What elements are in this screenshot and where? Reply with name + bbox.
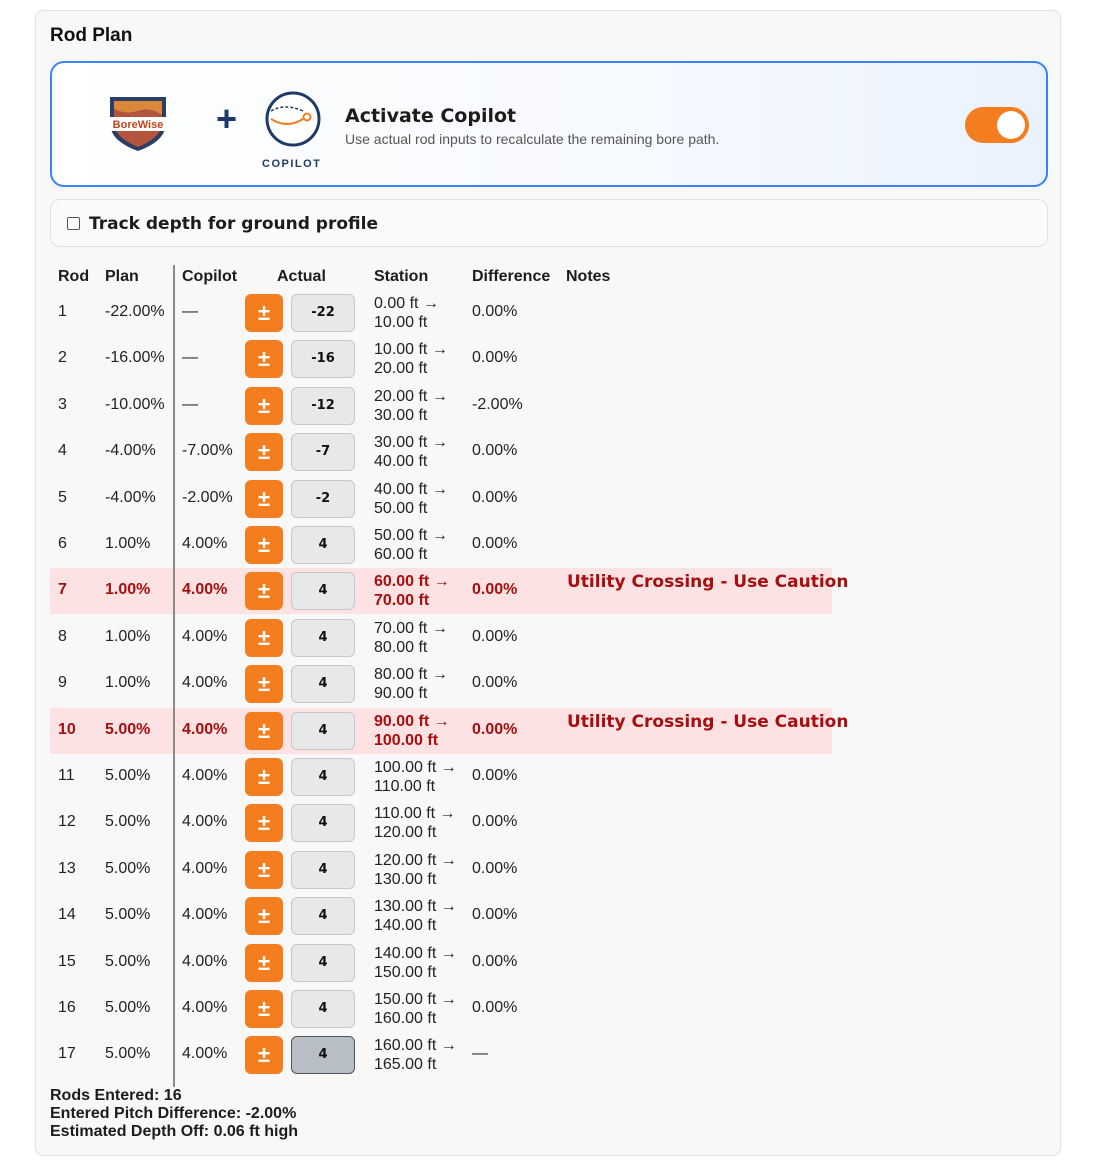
actual-pitch-input[interactable]: -16: [291, 340, 355, 378]
actual-pitch-input[interactable]: 4: [291, 897, 355, 935]
plan-pitch: 5.00%: [105, 767, 151, 784]
plus-minus-button[interactable]: ±: [245, 804, 283, 842]
plan-pitch: 5.00%: [105, 1045, 151, 1062]
actual-pitch-input[interactable]: 4: [291, 851, 355, 889]
station-range: [374, 897, 457, 935]
plan-pitch: 5.00%: [105, 999, 151, 1016]
rod-number: 15: [58, 953, 76, 970]
rod-number: 1: [58, 303, 67, 320]
plus-minus-button[interactable]: ±: [245, 758, 283, 796]
station-to: 160.00 ft: [374, 1010, 437, 1027]
table-row: [50, 383, 832, 429]
copilot-pitch: -2.00%: [182, 489, 233, 506]
table-row: [50, 800, 832, 846]
plan-pitch: 1.00%: [105, 581, 151, 598]
copilot-logo-text: COPILOT: [262, 158, 322, 170]
station-to: 100.00 ft: [374, 732, 439, 749]
station-from: 50.00 ft →: [374, 527, 448, 544]
plus-minus-button[interactable]: ±: [245, 990, 283, 1028]
copilot-pitch: 4.00%: [182, 1045, 228, 1062]
station-range: [374, 1036, 457, 1074]
actual-pitch-input[interactable]: 4: [291, 572, 355, 610]
rod-number: 14: [58, 906, 76, 923]
plus-minus-button[interactable]: ±: [245, 1036, 283, 1074]
actual-pitch-input[interactable]: 4: [291, 619, 355, 657]
borewise-logo: [106, 93, 170, 153]
plan-pitch: -10.00%: [105, 396, 165, 413]
table-row: [50, 1032, 832, 1078]
station-from: 40.00 ft →: [374, 481, 448, 498]
actual-pitch-input[interactable]: 4: [291, 1036, 355, 1074]
station-from: 100.00 ft →: [374, 759, 457, 776]
copilot-pitch: 4.00%: [182, 953, 228, 970]
actual-pitch-input[interactable]: -7: [291, 433, 355, 471]
rod-number: 10: [58, 721, 76, 738]
table-row: [50, 522, 832, 568]
station-range: [374, 665, 448, 703]
table-row: [50, 290, 832, 336]
copilot-pitch: 4.00%: [182, 767, 228, 784]
plus-minus-button[interactable]: ±: [245, 665, 283, 703]
plan-pitch: -4.00%: [105, 442, 156, 459]
pitch-difference: 0.00%: [472, 628, 518, 645]
plan-pitch: 5.00%: [105, 813, 151, 830]
plus-minus-button[interactable]: ±: [245, 340, 283, 378]
copilot-pitch: —: [182, 349, 198, 366]
header-notes: Notes: [566, 268, 611, 285]
pitch-difference: 0.00%: [472, 442, 518, 459]
table-row: [50, 476, 832, 522]
header-actual: Actual: [277, 268, 326, 285]
summary: [50, 1087, 298, 1141]
plus-minus-button[interactable]: ±: [245, 387, 283, 425]
pitch-difference: -2.00%: [472, 396, 523, 413]
header-station: Station: [374, 268, 429, 285]
plan-pitch: 1.00%: [105, 628, 151, 645]
station-range: [374, 804, 456, 842]
rod-number: 17: [58, 1045, 76, 1062]
station-from: 150.00 ft →: [374, 991, 457, 1008]
rod-number: 9: [58, 674, 67, 691]
pitch-difference: 0.00%: [472, 674, 518, 691]
plus-minus-button[interactable]: ±: [245, 897, 283, 935]
copilot-pitch: —: [182, 303, 198, 320]
station-from: 0.00 ft →: [374, 295, 439, 312]
copilot-pitch: 4.00%: [182, 860, 228, 877]
plus-minus-button[interactable]: ±: [245, 572, 283, 610]
pitch-difference: 0.00%: [472, 767, 518, 784]
rods-entered: Rods Entered: 16: [50, 1087, 182, 1104]
station-range: [374, 990, 457, 1028]
station-range: [374, 526, 448, 564]
station-range: [374, 433, 448, 471]
station-to: 50.00 ft: [374, 500, 428, 517]
station-to: 90.00 ft: [374, 685, 428, 702]
plan-pitch: 1.00%: [105, 535, 151, 552]
pitch-difference: 0.00%: [472, 581, 518, 598]
station-from: 110.00 ft →: [374, 805, 456, 822]
pitch-difference: 0.00%: [472, 303, 518, 320]
plus-minus-button[interactable]: ±: [245, 526, 283, 564]
station-range: [374, 387, 448, 425]
borewise-logo-text: BoreWise: [112, 119, 164, 131]
table-row: [50, 940, 832, 986]
station-from: 120.00 ft →: [374, 852, 457, 869]
station-to: 80.00 ft: [374, 639, 428, 656]
table-row: [50, 893, 832, 939]
plus-minus-button[interactable]: ±: [245, 480, 283, 518]
pitch-difference: 0.00%: [472, 489, 518, 506]
panel-title: Rod Plan: [50, 25, 133, 46]
plan-pitch: -16.00%: [105, 349, 165, 366]
station-to: 140.00 ft: [374, 917, 437, 934]
row-note: Utility Crossing - Use Caution: [567, 572, 849, 592]
actual-pitch-input[interactable]: 4: [291, 712, 355, 750]
station-to: 165.00 ft: [374, 1056, 437, 1073]
row-note: Utility Crossing - Use Caution: [567, 712, 849, 732]
actual-pitch-input[interactable]: 4: [291, 944, 355, 982]
activate-copilot-title: Activate Copilot: [345, 105, 517, 127]
copilot-pitch: 4.00%: [182, 999, 228, 1016]
station-to: 40.00 ft: [374, 453, 428, 470]
depth-off: Estimated Depth Off: 0.06 ft high: [50, 1123, 299, 1140]
station-from: 30.00 ft →: [374, 434, 448, 451]
station-from: 70.00 ft →: [374, 620, 448, 637]
station-to: 110.00 ft: [374, 778, 436, 795]
rod-number: 3: [58, 396, 67, 413]
track-depth-checkbox[interactable]: [67, 217, 80, 230]
header-difference: Difference: [472, 268, 551, 285]
copilot-pitch: 4.00%: [182, 535, 228, 552]
station-from: 140.00 ft →: [374, 945, 457, 962]
pitch-difference: 0.00%: [472, 813, 518, 830]
pitch-difference: —: [472, 1045, 488, 1062]
header-plan: Plan: [105, 268, 139, 285]
station-range: [374, 851, 457, 889]
station-from: 160.00 ft →: [374, 1037, 457, 1054]
rod-number: 2: [58, 349, 67, 366]
plus-minus-button[interactable]: ±: [245, 433, 283, 471]
copilot-pitch: —: [182, 396, 198, 413]
station-range: [374, 572, 450, 610]
copilot-pitch: 4.00%: [182, 674, 228, 691]
table-row-highlighted: [50, 568, 849, 614]
actual-pitch-input[interactable]: 4: [291, 526, 355, 564]
rod-number: 11: [58, 767, 75, 784]
activate-copilot-description: Use actual rod inputs to recalculate the remaining bore path.: [345, 131, 720, 147]
table-row: [50, 661, 832, 707]
pitch-difference: Entered Pitch Difference: -2.00%: [50, 1105, 297, 1122]
plan-pitch: 5.00%: [105, 721, 151, 738]
table-row-highlighted: [50, 708, 849, 754]
station-range: [374, 294, 439, 332]
station-from: 60.00 ft →: [374, 573, 450, 590]
actual-pitch-input[interactable]: 4: [291, 804, 355, 842]
copilot-logo-icon: [263, 89, 323, 149]
actual-pitch-input[interactable]: -2: [291, 480, 355, 518]
station-from: 10.00 ft →: [374, 341, 448, 358]
plan-pitch: 5.00%: [105, 953, 151, 970]
station-range: [374, 480, 448, 518]
pitch-difference: 0.00%: [472, 535, 518, 552]
track-depth-box: [50, 199, 1048, 247]
station-range: [374, 340, 448, 378]
header-rod: Rod: [58, 268, 90, 285]
table-row: [50, 336, 832, 382]
copilot-pitch: -7.00%: [182, 442, 233, 459]
rod-number: 6: [58, 535, 67, 552]
station-to: 30.00 ft: [374, 407, 428, 424]
table-row: [50, 615, 832, 661]
plus-minus-button[interactable]: ±: [245, 619, 283, 657]
plus-minus-button[interactable]: ±: [245, 851, 283, 889]
pitch-difference: 0.00%: [472, 953, 518, 970]
station-from: 90.00 ft →: [374, 713, 450, 730]
station-range: [374, 619, 448, 657]
pitch-difference: 0.00%: [472, 999, 518, 1016]
pitch-difference: 0.00%: [472, 906, 518, 923]
rod-number: 7: [58, 581, 67, 598]
table-row: [50, 429, 832, 475]
station-to: 120.00 ft: [374, 824, 437, 841]
plan-pitch: 5.00%: [105, 860, 151, 877]
station-from: 20.00 ft →: [374, 388, 448, 405]
plan-pitch: 5.00%: [105, 906, 151, 923]
rod-number: 12: [58, 813, 76, 830]
station-to: 10.00 ft: [374, 314, 428, 331]
plus-icon: +: [216, 98, 238, 139]
plan-pitch: -22.00%: [105, 303, 165, 320]
station-from: 130.00 ft →: [374, 898, 457, 915]
station-to: 70.00 ft: [374, 592, 430, 609]
actual-pitch-input[interactable]: 4: [291, 758, 355, 796]
rod-number: 4: [58, 442, 67, 459]
copilot-pitch: 4.00%: [182, 581, 228, 598]
plus-minus-button[interactable]: ±: [245, 294, 283, 332]
actual-pitch-input[interactable]: 4: [291, 665, 355, 703]
copilot-pitch: 4.00%: [182, 628, 228, 645]
pitch-difference: 0.00%: [472, 860, 518, 877]
rod-number: 5: [58, 489, 67, 506]
table-row: [50, 754, 832, 800]
column-divider: [173, 265, 175, 1087]
station-to: 130.00 ft: [374, 871, 437, 888]
rod-number: 13: [58, 860, 76, 877]
copilot-pitch: 4.00%: [182, 813, 228, 830]
actual-pitch-input[interactable]: -12: [291, 387, 355, 425]
toggle-knob: [997, 111, 1025, 139]
pitch-difference: 0.00%: [472, 349, 518, 366]
copilot-pitch: 4.00%: [182, 906, 228, 923]
pitch-difference: 0.00%: [472, 721, 518, 738]
station-range: [374, 712, 450, 750]
table-row: [50, 847, 832, 893]
plan-pitch: 1.00%: [105, 674, 151, 691]
station-range: [374, 944, 457, 982]
station-to: 150.00 ft: [374, 964, 437, 981]
copilot-card: [50, 61, 1048, 187]
station-to: 60.00 ft: [374, 546, 428, 563]
plus-minus-button[interactable]: ±: [245, 712, 283, 750]
actual-pitch-input[interactable]: -22: [291, 294, 355, 332]
actual-pitch-input[interactable]: 4: [291, 990, 355, 1028]
header-copilot: Copilot: [182, 268, 238, 285]
rod-plan-panel: [35, 10, 1061, 1156]
rod-number: 8: [58, 628, 67, 645]
copilot-pitch: 4.00%: [182, 721, 228, 738]
plus-minus-button[interactable]: ±: [245, 944, 283, 982]
track-depth-label[interactable]: Track depth for ground profile: [89, 214, 378, 234]
plan-pitch: -4.00%: [105, 489, 156, 506]
table-row: [50, 986, 832, 1032]
rod-number: 16: [58, 999, 76, 1016]
station-from: 80.00 ft →: [374, 666, 448, 683]
station-to: 20.00 ft: [374, 360, 428, 377]
station-range: [374, 758, 457, 796]
copilot-toggle[interactable]: [965, 107, 1029, 143]
